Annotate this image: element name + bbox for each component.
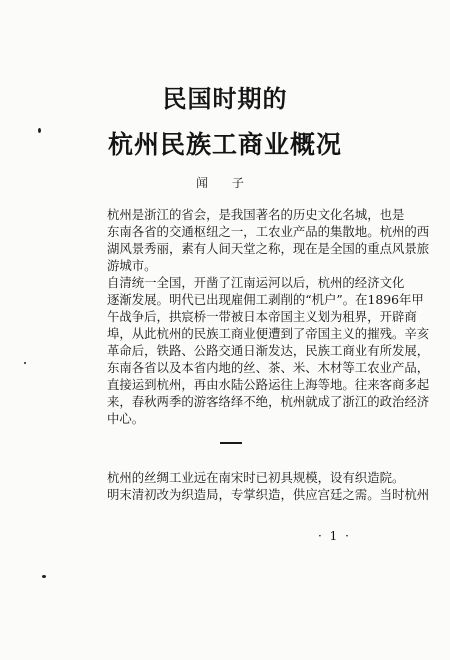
author-name: 闻 子: [196, 176, 254, 190]
paragraph-1: [107, 206, 430, 274]
scan-speck: [42, 575, 46, 578]
text-line: 直接运到杭州，再由水陆公路运往上海等地。往来客商多起: [107, 377, 430, 392]
text-line: 游城市。: [107, 258, 157, 273]
text-line: 东南各省的交通枢纽之一，工农业产品的集散地。杭州的西: [107, 224, 430, 239]
text-line: 逐渐发展。明代已出现雇佣工剥削的“机户”。在1896年甲: [107, 292, 424, 307]
page-title-line-1: 民国时期的: [162, 85, 288, 113]
paragraph-3: [107, 469, 430, 503]
text-line: 来，春秋两季的游客络绎不绝，杭州就成了浙江的政治经济: [107, 394, 430, 409]
paragraph-2: [107, 274, 430, 427]
scan-speck: [38, 128, 41, 133]
text-line: 杭州的丝绸工业远在南宋时已初具规模，设有织造院。: [107, 470, 405, 485]
text-line: 埠，从此杭州的民族工商业便遭到了帝国主义的摧残。辛亥: [107, 326, 430, 341]
text-line: 杭州是浙江的省会，是我国著名的历史文化名城，也是: [107, 207, 405, 222]
text-line: 中心。: [107, 411, 145, 426]
scan-speck: [24, 362, 26, 364]
text-line: 湖风景秀丽，素有人间天堂之称，现在是全国的重点风景旅: [107, 241, 430, 256]
text-line: 革命后，铁路、公路交通日渐发达，民族工商业有所发展，: [107, 343, 430, 358]
section-marker: [220, 442, 242, 444]
text-line: 明末清初改为织造局，专掌织造，供应宫廷之需。当时杭州: [107, 487, 430, 502]
page-number: · 1 ·: [318, 529, 351, 543]
text-line: 自清统一全国，开凿了江南运河以后，杭州的经济文化: [107, 275, 405, 290]
page-title-line-2: 杭州民族工商业概况: [107, 130, 342, 159]
text-line: 东南各省以及本省内地的丝、茶、米、木材等工农业产品，: [107, 360, 430, 375]
text-line: 午战争后，拱宸桥一带被日本帝国主义划为租界，开辟商: [107, 309, 417, 324]
